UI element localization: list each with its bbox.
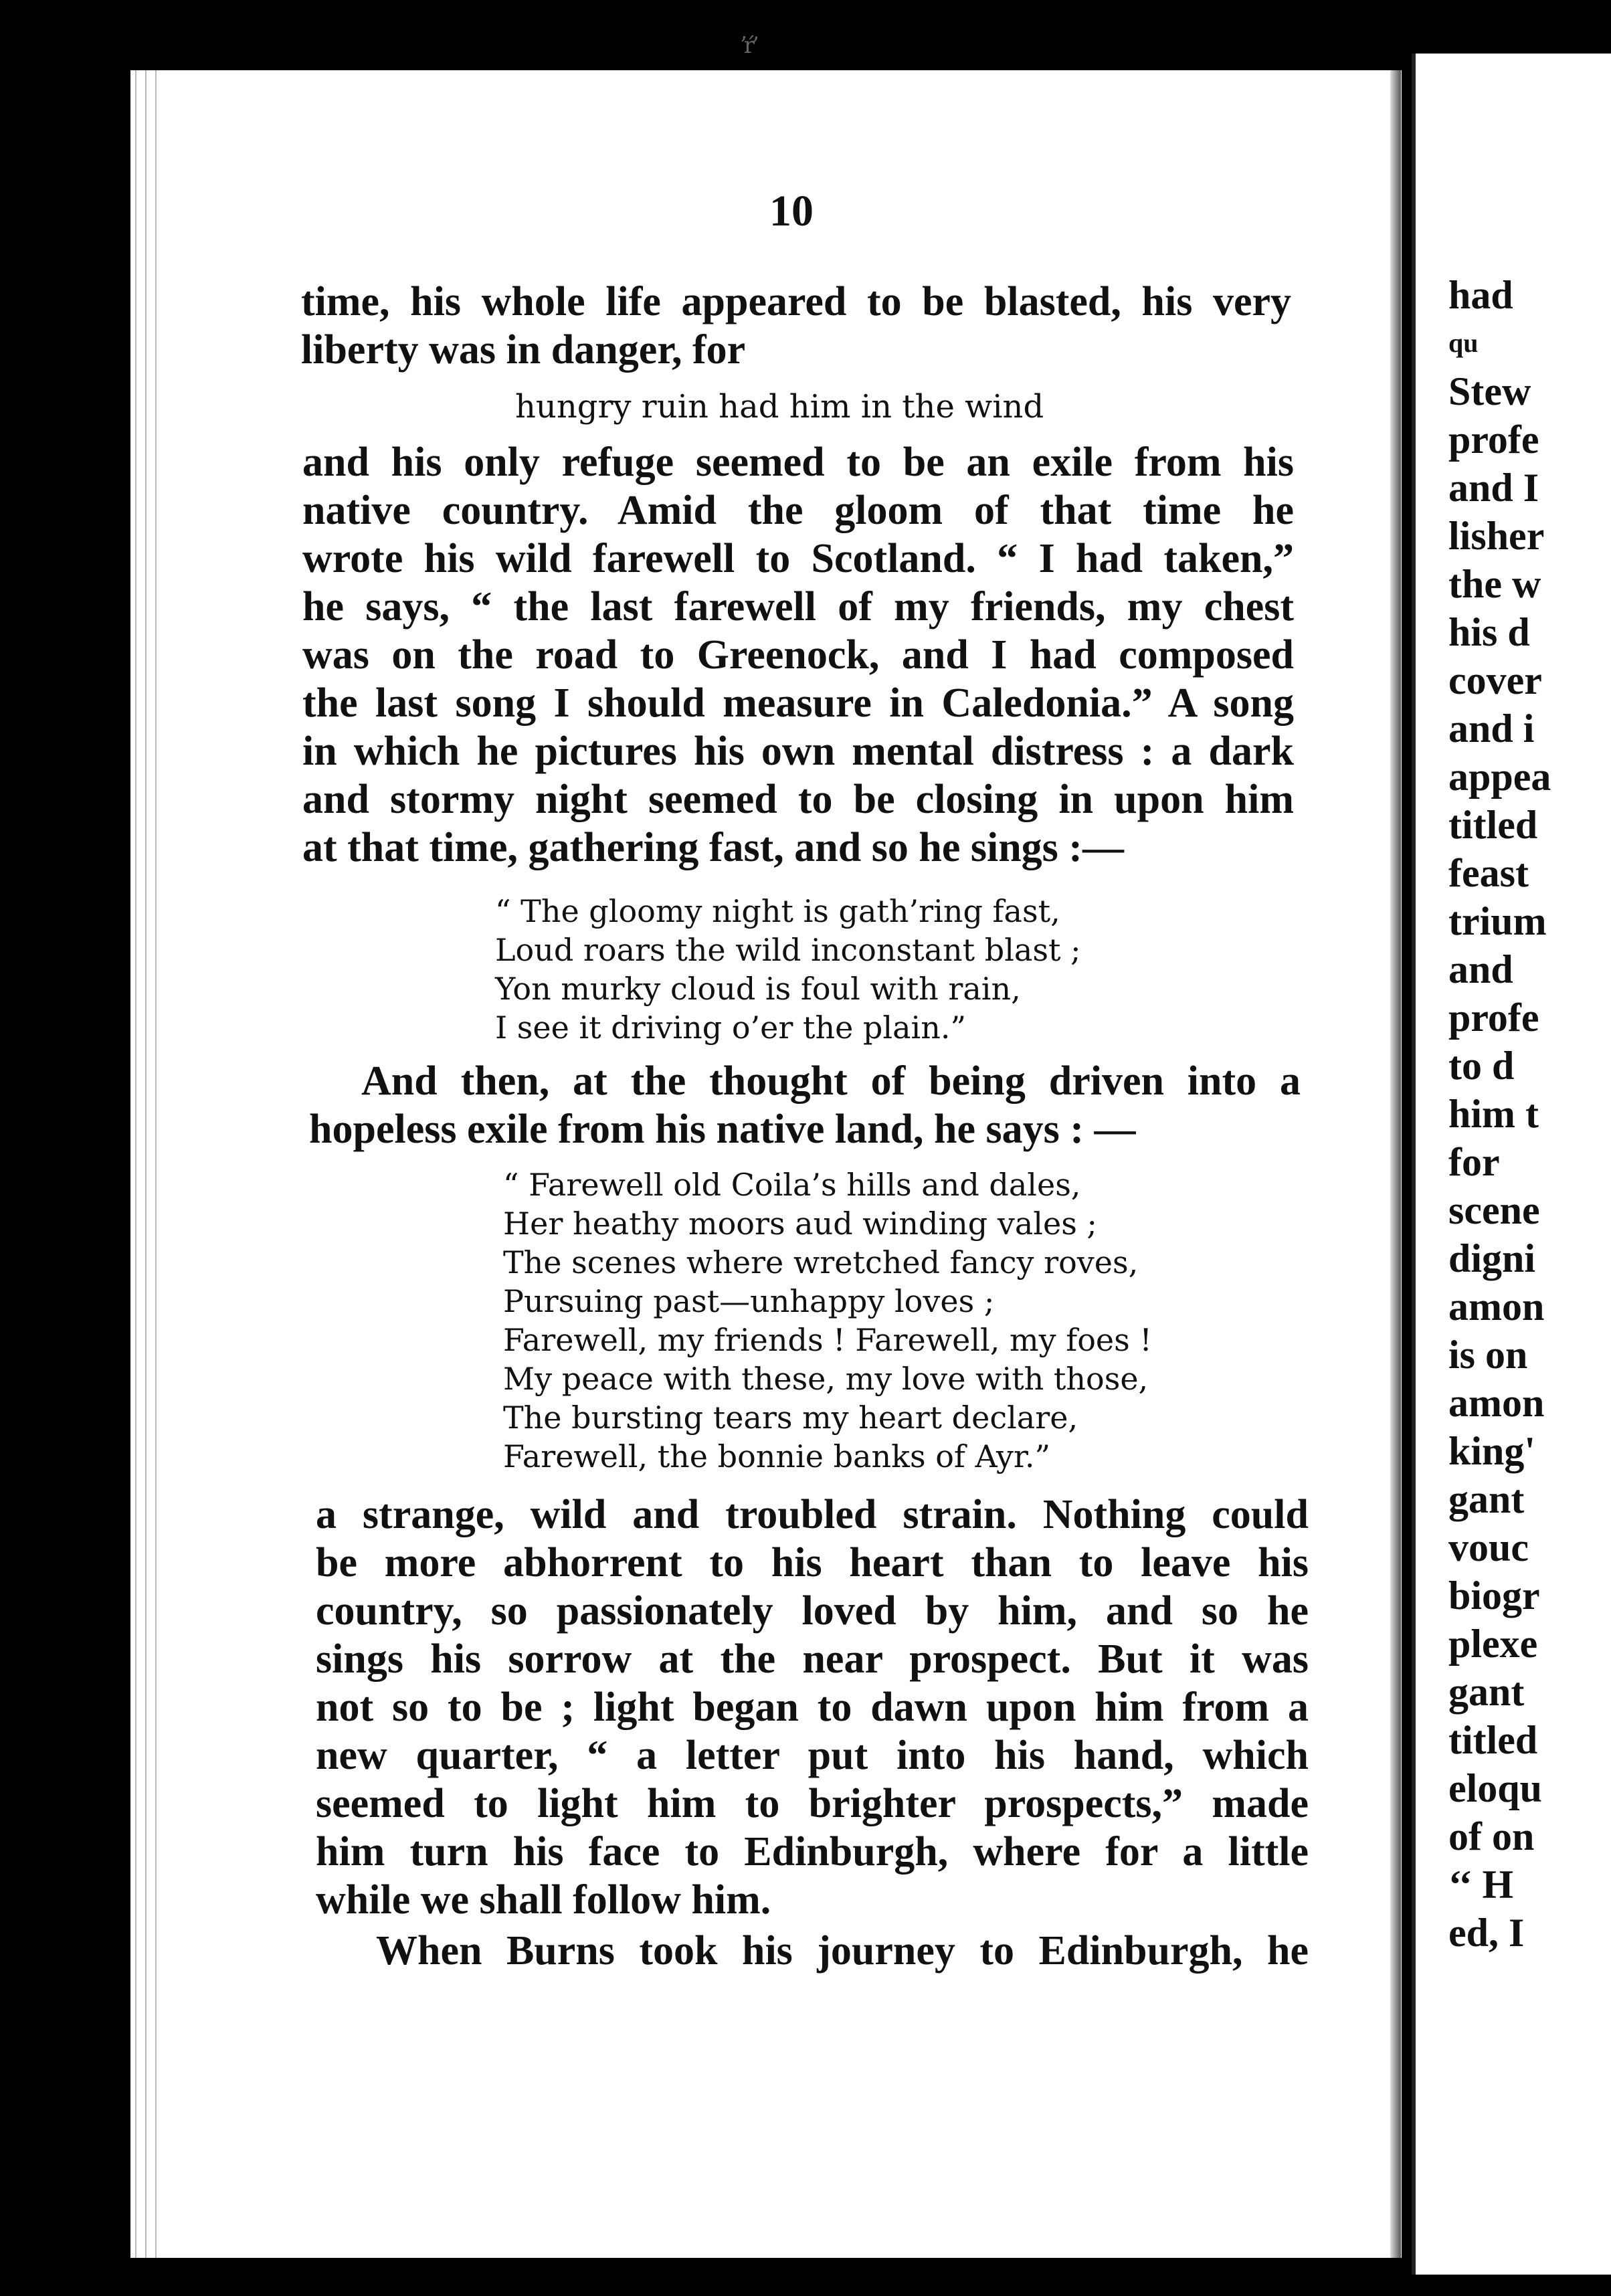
verse-line: Farewell, my friends ! Farewell, my foes ! [503, 1322, 1152, 1358]
opening-lines [301, 278, 1291, 374]
text-line: the last song I should measure in Caledonia.” A song [302, 680, 1294, 726]
text-line: wrote his wild farewell to Scotland. “ I had taken,” [302, 536, 1294, 581]
fragment-line: amon [1448, 1284, 1545, 1329]
fragment-line: profe [1448, 417, 1539, 462]
fragment-line: appea [1448, 755, 1551, 799]
text-line: time, his whole life appeared to be blasted, his very [301, 279, 1291, 324]
page-number: 10 [769, 187, 814, 235]
paragraph-2 [309, 1057, 1301, 1153]
fragment-line: lisher [1448, 514, 1545, 558]
text-line: and his only refuge seemed to be an exile from his [302, 440, 1294, 485]
fragment-line: digni [1448, 1236, 1536, 1280]
text-line: When Burns took his journey to Edinburgh, he [376, 1928, 1309, 1974]
verse-line: Her heathy moors aud winding vales ; [503, 1206, 1097, 1242]
text-line: native country. Amid the gloom of that time he [302, 488, 1294, 533]
fragment-line: vouc [1448, 1525, 1529, 1569]
fragment-line: trium [1448, 899, 1547, 943]
fragment-line: is on [1448, 1333, 1528, 1377]
verse-line: My peace with these, my love with those, [503, 1361, 1149, 1397]
verse-line: “ The gloomy night is gath’ring fast, [495, 893, 1060, 929]
paragraph-1 [302, 438, 1294, 872]
fragment-line: ed, I [1448, 1911, 1525, 1955]
fragment-line: and [1448, 947, 1513, 991]
verse-line: I see it driving o’er the plain.” [495, 1010, 966, 1046]
text-line: new quarter, “ a letter put into his hand, which [316, 1733, 1309, 1778]
fragment-line: the w [1448, 562, 1541, 606]
verse-line: Farewell, the bonnie banks of Ayr.” [503, 1438, 1050, 1474]
fragment-line: qu [1448, 328, 1479, 358]
fragment-line: biogr [1448, 1573, 1540, 1618]
text-line: in which he pictures his own mental distress : a dark [302, 729, 1294, 774]
text-line: he says, “ the last farewell of my friends, my chest [302, 584, 1294, 630]
fragment-line: titled [1448, 1718, 1538, 1762]
text-line: him turn his face to Edinburgh, where for a little [316, 1829, 1309, 1875]
fragment-line: him t [1448, 1092, 1539, 1136]
fragment-line: and i [1448, 706, 1535, 751]
fragment-line: of on [1448, 1814, 1535, 1858]
fragment-line: amon [1448, 1381, 1545, 1425]
text-line: seemed to light him to brighter prospects,” made [316, 1781, 1309, 1826]
verse-line: The bursting tears my heart declare, [503, 1400, 1078, 1436]
text-line: and stormy night seemed to be closing in upon him [302, 777, 1294, 822]
text-line: a strange, wild and troubled strain. Nothing could [316, 1492, 1309, 1537]
fragment-line: cover [1448, 658, 1542, 702]
fragment-line: profe [1448, 995, 1539, 1040]
fragment-line: his d [1448, 610, 1530, 654]
fragment-line: to d [1448, 1044, 1515, 1088]
text-line: hopeless exile from his native land, he says : — [309, 1107, 1136, 1152]
fragment-line: for [1448, 1140, 1500, 1184]
text-line: while we shall follow him. [316, 1877, 771, 1923]
fragment-line: eloqu [1448, 1766, 1543, 1810]
text-line: be more abhorrent to his heart than to leave his [316, 1540, 1309, 1586]
verse-2 [503, 1165, 1152, 1476]
fragment-line: scene [1448, 1188, 1540, 1232]
paragraph-3 [316, 1491, 1309, 1924]
fragment-line: and I [1448, 466, 1539, 510]
fragment-line: had [1448, 273, 1513, 317]
verse-line: Pursuing past—unhappy loves ; [503, 1283, 995, 1319]
fragment-line: gant [1448, 1670, 1525, 1714]
text-line: was on the road to Greenock, and I had composed [302, 632, 1294, 678]
scan-mark: ʼŕ’ [739, 32, 757, 59]
text-line: at that time, gathering fast, and so he sings :— [302, 825, 1124, 870]
fragment-line: king' [1448, 1429, 1536, 1473]
text-line: not so to be ; light began to dawn upon him from a [316, 1685, 1309, 1730]
page-edge-binding [130, 70, 163, 2258]
verse-line: Loud roars the wild inconstant blast ; [495, 932, 1081, 968]
fragment-line: feast [1448, 851, 1529, 895]
inline-quotation: hungry ruin had him in the wind [515, 388, 1044, 425]
fragment-line: plexe [1448, 1622, 1538, 1666]
verse-line: “ Farewell old Coila’s hills and dales, [503, 1167, 1081, 1203]
text-line: liberty was in danger, for [301, 327, 746, 373]
fragment-line: Stew [1448, 369, 1531, 413]
verse-1 [495, 892, 1081, 1047]
facing-page-text [1448, 271, 1551, 1957]
fragment-line: titled [1448, 803, 1538, 847]
fragment-line: gant [1448, 1477, 1525, 1521]
fragment-line: ‘‘ H [1448, 1862, 1514, 1907]
gutter-shadow [1390, 70, 1401, 2258]
paragraph-4 [316, 1927, 1309, 1975]
verse-line: Yon murky cloud is foul with rain, [495, 971, 1021, 1007]
verse-line: The scenes where wretched fancy roves, [503, 1244, 1139, 1280]
text-line: country, so passionately loved by him, and so he [316, 1588, 1309, 1634]
text-line: sings his sorrow at the near prospect. But it was [316, 1636, 1309, 1682]
text-line: And then, at the thought of being driven into a [361, 1058, 1301, 1104]
